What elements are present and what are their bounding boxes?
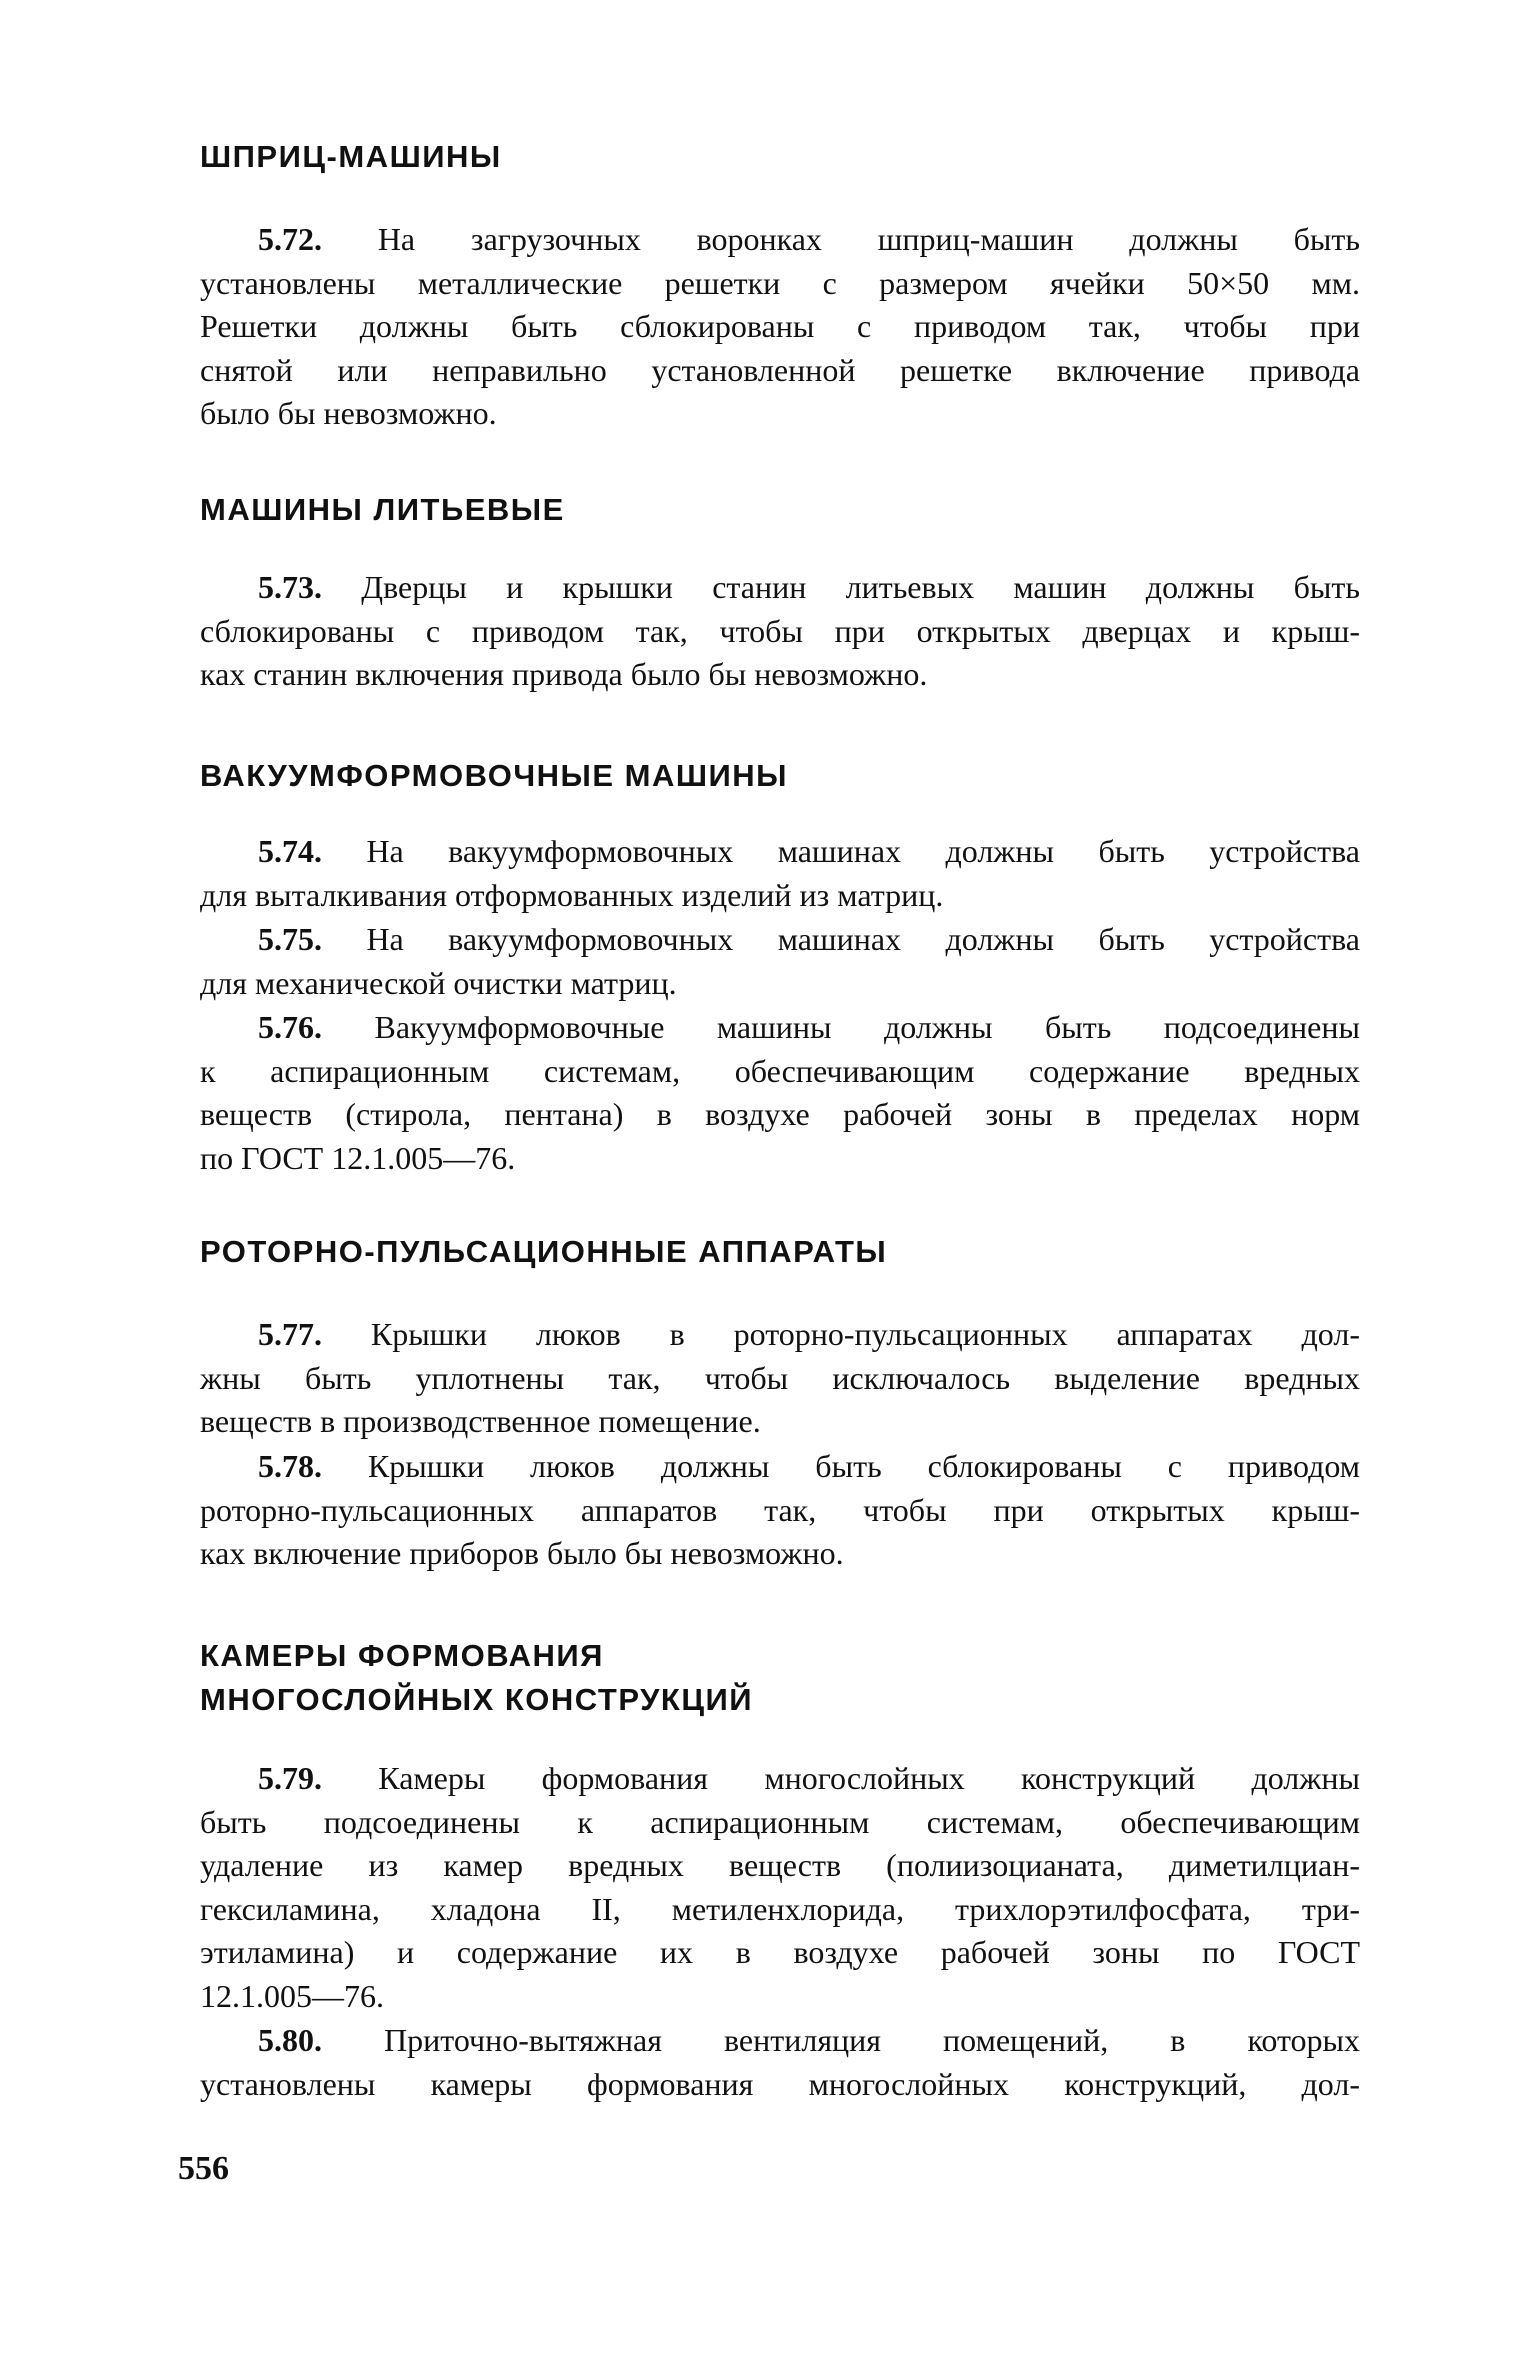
clause-number: 5.76. <box>258 1009 322 1045</box>
page-number: 556 <box>178 2150 229 2187</box>
text-line <box>200 1006 1360 1050</box>
clause-text: Камеры формования многослойных конструкций должны <box>378 1760 1361 1796</box>
clause-number: 5.80. <box>258 2022 322 2058</box>
clause-number: 5.72. <box>258 221 322 257</box>
paragraph <box>200 1445 1360 1576</box>
section-heading <box>200 1230 1360 1274</box>
clause-number: 5.79. <box>258 1760 322 1796</box>
section-heading <box>200 488 1360 532</box>
text-line: к аспирационным системам, обеспечивающим содержание вредных <box>200 1052 1360 1089</box>
clause-text: На вакуумформовочных машинах должны быть устройства <box>366 833 1361 869</box>
text-line: установлены камеры формования многослойных конструкций, дол- <box>200 2065 1360 2102</box>
text-line <box>200 566 1360 610</box>
text-line: гексиламина, хладона II, метиленхлорида, трихлорэтилфосфата, три- <box>200 1890 1360 1927</box>
text-line: снятой или неправильно установленной решетке включение привода <box>200 351 1360 388</box>
text-line: веществ в производственное помещение. <box>200 1403 761 1440</box>
text-line: сблокированы с приводом так, чтобы при открытых дверцах и крыш- <box>200 612 1360 649</box>
clause-number: 5.75. <box>258 921 322 957</box>
paragraph <box>200 2019 1360 2106</box>
paragraph <box>200 218 1360 436</box>
text-line: этиламина) и содержание их в воздухе рабочей зоны по ГОСТ <box>200 1934 1360 1971</box>
heading-line: МНОГОСЛОЙНЫХ КОНСТРУКЦИЙ <box>200 1682 754 1717</box>
clause-number: 5.77. <box>258 1316 322 1352</box>
heading-line: РОТОРНО-ПУЛЬСАЦИОННЫЕ АППАРАТЫ <box>200 1234 888 1269</box>
paragraph <box>200 566 1360 697</box>
paragraph <box>200 1757 1360 2019</box>
text-line: 12.1.005—76. <box>200 1977 384 2014</box>
text-line: ках станин включения привода было бы невозможно. <box>200 656 928 693</box>
text-line: роторно-пульсационных аппаратов так, чтобы при открытых крыш- <box>200 1491 1360 1528</box>
clause-number: 5.74. <box>258 833 322 869</box>
paragraph <box>200 918 1360 1005</box>
text-line: Решетки должны быть сблокированы с приводом так, чтобы при <box>200 308 1360 345</box>
text-line: ках включение приборов было бы невозможно. <box>200 1535 844 1572</box>
text-line: веществ (стирола, пентана) в воздухе рабочей зоны в пределах норм <box>200 1096 1360 1133</box>
text-line <box>200 218 1360 262</box>
paragraph <box>200 1313 1360 1444</box>
text-line <box>200 918 1360 962</box>
clause-text: На загрузочных воронках шприц-машин должны быть <box>377 221 1361 257</box>
paragraph <box>200 1006 1360 1180</box>
text-line: было бы невозможно. <box>200 395 497 432</box>
clause-text: Крышки люков должны быть сблокированы с приводом <box>367 1448 1361 1484</box>
clause-text: Крышки люков в роторно-пульсационных аппаратах дол- <box>370 1316 1360 1352</box>
heading-line: КАМЕРЫ ФОРМОВАНИЯ <box>200 1638 604 1673</box>
clause-number: 5.73. <box>258 569 322 605</box>
text-line <box>200 1445 1360 1489</box>
paragraph <box>200 830 1360 917</box>
clause-number: 5.78. <box>258 1448 322 1484</box>
text-line: для выталкивания отформованных изделий из матриц. <box>200 876 944 913</box>
clause-text: Вакуумформовочные машины должны быть подсоединены <box>374 1009 1361 1045</box>
text-line: быть подсоединены к аспирационным системам, обеспечивающим <box>200 1803 1360 1840</box>
section-heading <box>200 1634 1360 1722</box>
heading-line: МАШИНЫ ЛИТЬЕВЫЕ <box>200 492 565 527</box>
clause-text: Дверцы и крышки станин литьевых машин должны быть <box>361 569 1360 605</box>
clause-text: Приточно-вытяжная вентиляция помещений, в которых <box>384 2022 1360 2058</box>
clause-text: На вакуумформовочных машинах должны быть устройства <box>366 921 1361 957</box>
text-line <box>200 830 1360 874</box>
heading-line: ВАКУУМФОРМОВОЧНЫЕ МАШИНЫ <box>200 758 789 793</box>
text-line: жны быть уплотнены так, чтобы исключалось выделение вредных <box>200 1359 1360 1396</box>
section-heading <box>200 754 1360 798</box>
text-line <box>200 1757 1360 1801</box>
text-line: для механической очистки матриц. <box>200 964 677 1001</box>
text-line <box>200 1313 1360 1357</box>
text-line: удаление из камер вредных веществ (полиизоцианата, диметилциан- <box>200 1847 1360 1884</box>
text-line: установлены металлические решетки с размером ячейки 50×50 мм. <box>200 264 1360 301</box>
heading-line: ШПРИЦ-МАШИНЫ <box>200 139 502 174</box>
text-line <box>200 2019 1360 2063</box>
text-line: по ГОСТ 12.1.005—76. <box>200 1139 516 1176</box>
section-heading <box>200 135 1360 179</box>
